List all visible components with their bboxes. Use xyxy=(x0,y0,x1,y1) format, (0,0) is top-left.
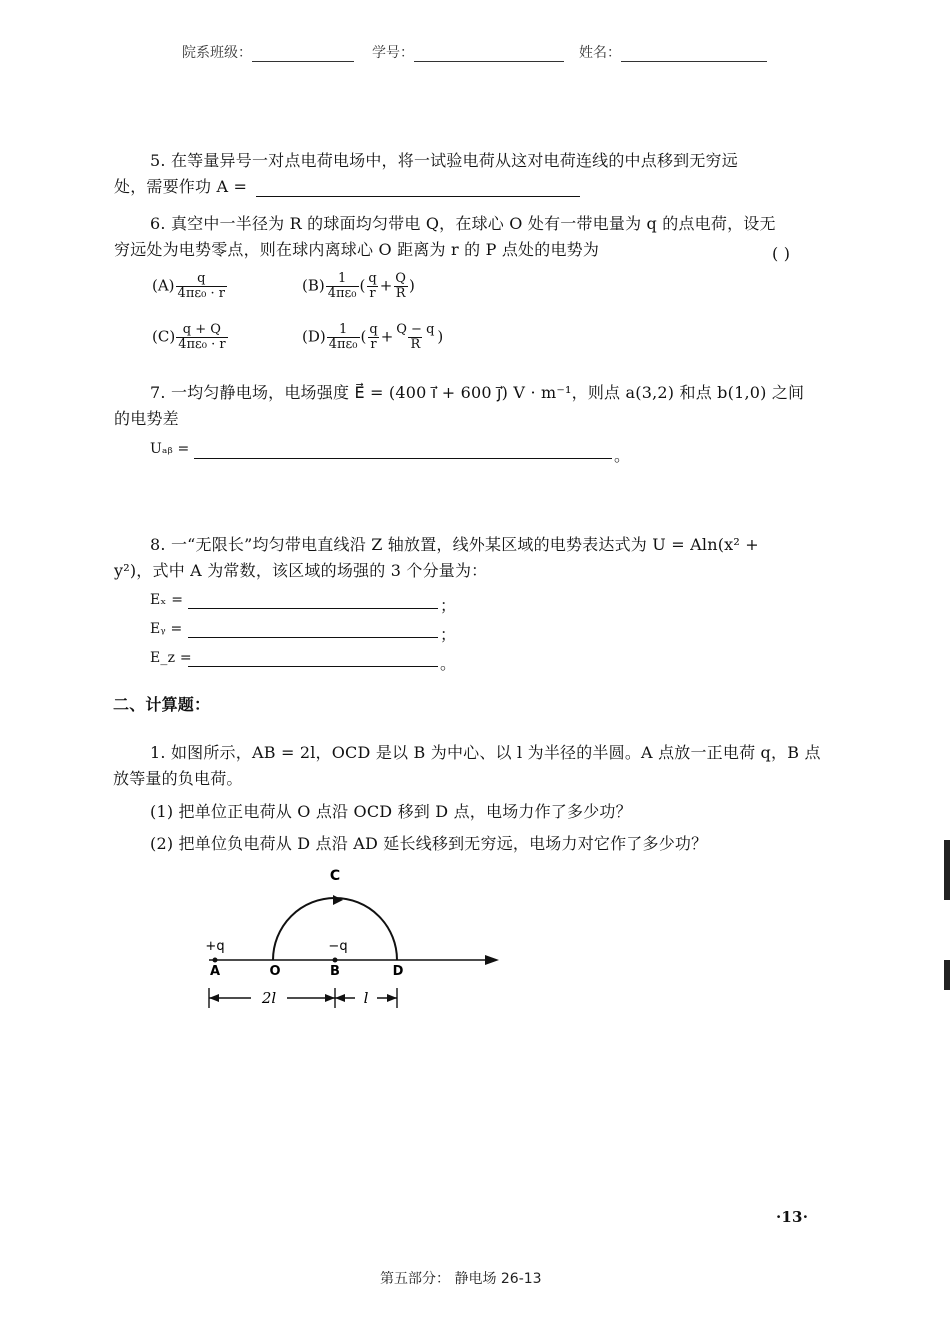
dim-2l-arrow-right xyxy=(325,994,335,1002)
label-c: C xyxy=(329,868,341,884)
p1-sub1: (1) 把单位正电荷从 O 点沿 OCD 移到 D 点，电场力作了多少功？ xyxy=(150,802,632,821)
name-label: 姓名： xyxy=(579,45,621,61)
q6-option-c[interactable] xyxy=(152,323,229,352)
q8-ex-semi: ； xyxy=(440,596,457,615)
header-class xyxy=(182,42,354,62)
point-a xyxy=(213,958,218,963)
option-d-term1: $\frac{q}{r}$ xyxy=(369,322,378,352)
dim-l-label: l xyxy=(363,989,369,1007)
p1-line1: 1. 如图所示，AB = 2l，OCD 是以 B 为中心、以 l 为半径的半圆。A 点放一正电荷 q，B 点 xyxy=(150,743,821,762)
q8-ex-blank[interactable] xyxy=(188,608,438,609)
name-blank[interactable] xyxy=(621,47,767,62)
q6-option-d[interactable]: (D) $\frac{1}{\text{4πε₀}}$ ( $\frac{q}{r}$ + $\frac{Q - q}{R}$ ) xyxy=(302,322,444,352)
q8-ey-label: Eᵧ = xyxy=(150,621,183,637)
option-d-term2: $\frac{Q - q}{R}$ xyxy=(396,322,435,352)
option-b-term1: $\frac{q}{r}$ xyxy=(368,271,377,301)
label-a: A xyxy=(209,964,221,979)
q5-line2: 处，需要作功 A = xyxy=(114,177,248,196)
page-number: ·13· xyxy=(776,1208,809,1226)
dim-2l-label: 2l xyxy=(261,989,277,1007)
label-d: D xyxy=(392,964,404,979)
class-blank[interactable] xyxy=(252,47,354,62)
student-id-label: 学号： xyxy=(372,45,414,61)
charge-diagram xyxy=(195,860,515,1020)
q7-line2: 的电势差 xyxy=(114,409,179,428)
label-b: B xyxy=(330,964,340,979)
option-b-term2: $\frac{Q}{R}$ xyxy=(395,271,406,301)
q8-line2: y²)，式中 A 为常数，该区域的场强的 3 个分量为： xyxy=(114,561,488,580)
q8-ey-blank[interactable] xyxy=(188,637,438,638)
dim-l-arrow-right xyxy=(387,994,397,1002)
q6-option-b[interactable]: (B) $\frac{1}{\text{4πε₀}}$ ( $\frac{q}{r}$ + $\frac{Q}{R}$ ) xyxy=(302,271,415,301)
q8-line1: 8. 一“无限长”均匀带电直线沿 Z 轴放置，线外某区域的电势表达式为 U = Aln(x² + xyxy=(150,535,759,554)
p1-line2: 放等量的负电荷。 xyxy=(113,769,243,788)
q8-ex-label: Eₓ = xyxy=(150,592,184,608)
point-b xyxy=(333,958,338,963)
q7-line1: 7. 一均匀静电场，电场强度 E⃗ = (400 i⃗ + 600 j⃗) V · m⁻¹，则点 a(3,2) 和点 b(1,0) 之间 xyxy=(150,383,805,402)
class-label: 院系班级： xyxy=(182,45,252,61)
header-name xyxy=(579,42,767,62)
p1-sub2: (2) 把单位负电荷从 D 点沿 AD 延长线移到无穷远，电场力对它作了多少功？ xyxy=(150,834,708,853)
option-b-label: (B) xyxy=(302,276,325,295)
axis-arrow xyxy=(485,955,499,965)
q6-answer-paren[interactable]: ( ) xyxy=(772,244,791,263)
q6-option-a[interactable] xyxy=(152,272,228,301)
q5-answer-blank[interactable] xyxy=(256,196,580,197)
option-a-fraction: $\frac{q}{\text{4πε₀ · r}}$ xyxy=(177,271,225,301)
student-id-blank[interactable] xyxy=(414,47,564,62)
option-d-coef: $\frac{1}{\text{4πε₀}}$ xyxy=(328,322,358,352)
q7-end-mark: 。 xyxy=(614,446,631,465)
scan-edge-mark xyxy=(944,960,950,990)
q8-ez-label: E_z = xyxy=(150,650,192,666)
option-c-fraction: $\frac{q + Q}{\text{4πε₀ · r}}$ xyxy=(178,322,226,352)
q7-uab-label: Uₐᵦ = xyxy=(150,441,190,457)
q6-line2: 穷远处为电势零点，则在球内离球心 O 距离为 r 的 P 点处的电势为 xyxy=(114,240,600,259)
q8-ez-end: 。 xyxy=(440,654,457,673)
label-minus-q: −q xyxy=(328,939,348,954)
dim-l-arrow-left xyxy=(335,994,345,1002)
label-o: O xyxy=(269,964,281,979)
q8-ey-semi: ； xyxy=(440,625,457,644)
header-student-id xyxy=(372,42,564,62)
option-b-coef: $\frac{1}{\text{4πε₀}}$ xyxy=(327,271,357,301)
label-plus-q: +q xyxy=(205,939,225,954)
option-a-label: (A) xyxy=(152,276,175,295)
option-c-label: (C) xyxy=(152,327,176,346)
arc-direction-arrow xyxy=(333,895,343,905)
q8-ez-blank[interactable] xyxy=(188,666,438,667)
q6-line1: 6. 真空中一半径为 R 的球面均匀带电 Q，在球心 O 处有一带电量为 q 的点电荷，设无 xyxy=(150,214,776,233)
scan-edge-mark xyxy=(944,840,950,900)
option-d-label: (D) xyxy=(302,327,326,346)
section2-title: 二、计算题： xyxy=(113,695,211,714)
q5-line1: 5. 在等量异号一对点电荷电场中，将一试验电荷从这对电荷连线的中点移到无穷远 xyxy=(150,151,738,170)
page-footer: 第五部分： 静电场 26-13 xyxy=(380,1271,542,1287)
q7-answer-blank[interactable] xyxy=(194,458,612,459)
dim-2l-arrow-left xyxy=(209,994,219,1002)
